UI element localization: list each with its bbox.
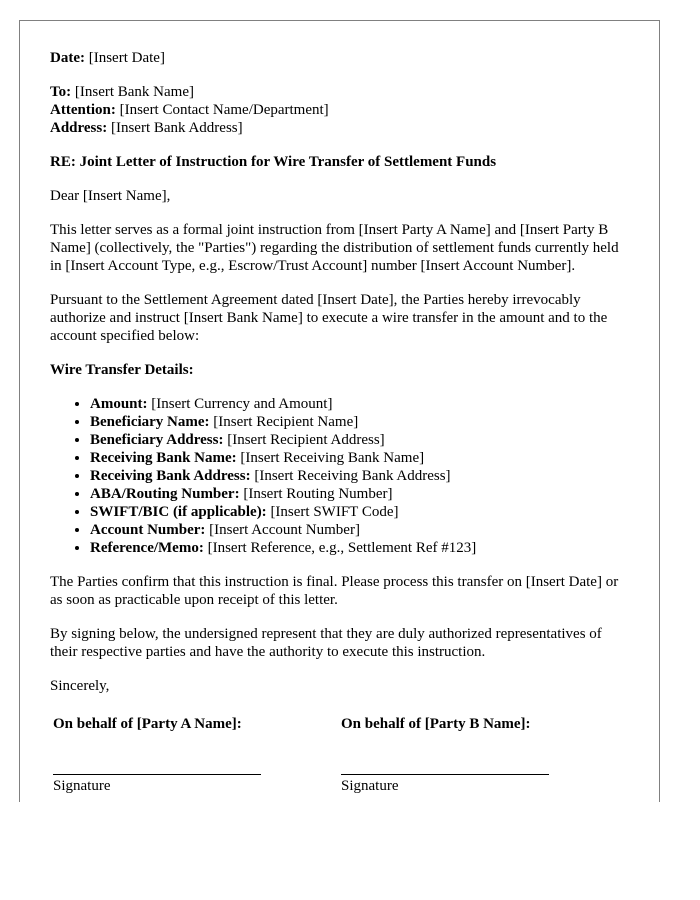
to-line (50, 83, 629, 101)
detail-label: Reference/Memo: (90, 540, 204, 556)
signature-area (50, 715, 629, 795)
detail-value: [Insert Receiving Bank Name] (236, 450, 425, 466)
list-item (90, 395, 629, 413)
list-item (90, 449, 629, 467)
detail-value: [Insert Routing Number] (239, 486, 393, 502)
date-value: [Insert Date] (84, 50, 165, 66)
address-line (50, 119, 629, 137)
date-line (50, 49, 629, 67)
subject-line: RE: Joint Letter of Instruction for Wire Transfer of Settlement Funds (50, 154, 497, 170)
detail-value: [Insert SWIFT Code] (266, 504, 399, 520)
confirmation-paragraph: The Parties confirm that this instruction is final. Please process this transfer on [Insert Date] or as soon as practicable upon receipt of this letter. (50, 574, 619, 608)
list-item (90, 467, 629, 485)
detail-label: Beneficiary Name: (90, 414, 210, 430)
attention-label: Attention: (50, 102, 116, 118)
detail-label: Receiving Bank Address: (90, 468, 251, 484)
intro-paragraph: This letter serves as a formal joint instruction from [Insert Party A Name] and [Insert Party B Name] (collectively, the "Parties") regarding the distribution of settlement funds currently held in [Insert Account Type, e.g., Escrow/Trust Account] number [Insert Account Number]. (50, 222, 619, 274)
list-item (90, 503, 629, 521)
salutation: Dear [Insert Name], (50, 188, 171, 204)
signature-heading: On behalf of [Party A Name]: (53, 716, 242, 732)
list-item (90, 431, 629, 449)
detail-label: Amount: (90, 396, 148, 412)
to-label: To: (50, 84, 72, 100)
list-item (90, 485, 629, 503)
authorization-paragraph: Pursuant to the Settlement Agreement dated [Insert Date], the Parties hereby irrevocably authorize and instruct [Insert Bank Name] to execute a wire transfer in the amount and to the account specified below: (50, 292, 608, 344)
attention-line (50, 101, 629, 119)
address-value: [Insert Bank Address] (107, 120, 243, 136)
detail-value: [Insert Recipient Address] (223, 432, 385, 448)
detail-value: [Insert Receiving Bank Address] (250, 468, 451, 484)
signature-block-party-a (53, 715, 341, 795)
detail-label: Account Number: (90, 522, 206, 538)
signature-line (341, 757, 549, 775)
detail-label: ABA/Routing Number: (90, 486, 240, 502)
letter-page (19, 20, 660, 802)
to-value: [Insert Bank Name] (71, 84, 194, 100)
address-label: Address: (50, 120, 108, 136)
detail-label: SWIFT/BIC (if applicable): (90, 504, 267, 520)
detail-label: Beneficiary Address: (90, 432, 224, 448)
closing: Sincerely, (50, 678, 110, 694)
signature-block-party-b (341, 715, 629, 795)
recipient-block (50, 83, 629, 137)
list-item (90, 539, 629, 557)
signature-label: Signature (341, 778, 399, 794)
list-item (90, 521, 629, 539)
list-item (90, 413, 629, 431)
wire-details-list (50, 395, 629, 557)
signature-heading: On behalf of [Party B Name]: (341, 716, 531, 732)
detail-value: [Insert Currency and Amount] (147, 396, 333, 412)
wire-details-heading: Wire Transfer Details: (50, 362, 194, 378)
detail-label: Receiving Bank Name: (90, 450, 237, 466)
representation-paragraph: By signing below, the undersigned represent that they are duly authorized representatives of their respective parties and have the authority to execute this instruction. (50, 626, 602, 660)
detail-value: [Insert Recipient Name] (209, 414, 359, 430)
signature-line (53, 757, 261, 775)
attention-value: [Insert Contact Name/Department] (115, 102, 329, 118)
signature-label: Signature (53, 778, 111, 794)
date-label: Date: (50, 50, 85, 66)
detail-value: [Insert Account Number] (205, 522, 360, 538)
detail-value: [Insert Reference, e.g., Settlement Ref #123] (203, 540, 477, 556)
